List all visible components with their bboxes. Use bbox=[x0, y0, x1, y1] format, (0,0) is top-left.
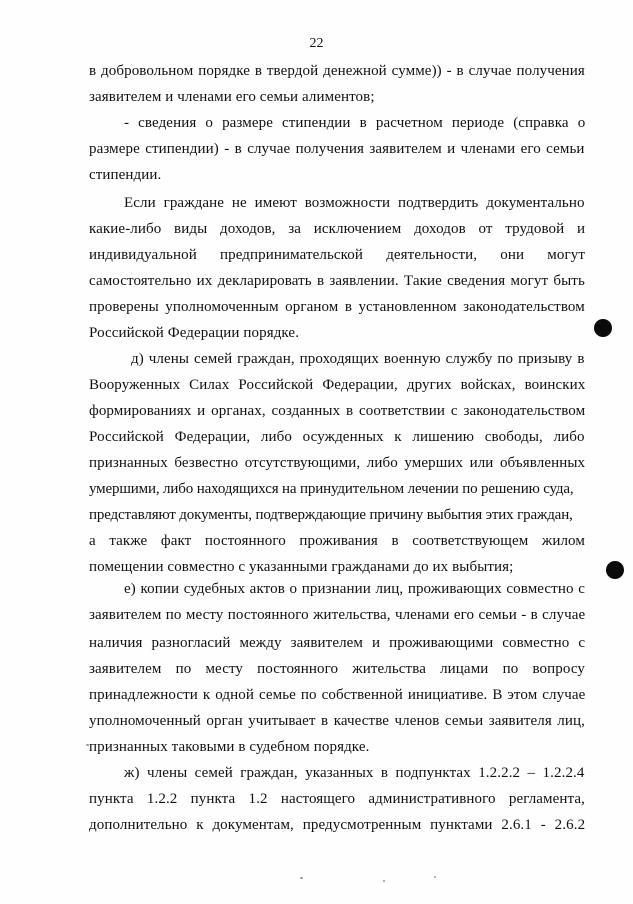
word: они bbox=[500, 247, 525, 263]
word: настоящего bbox=[280, 791, 356, 807]
punch-hole-lower bbox=[606, 561, 624, 579]
text-line: какие-либо виды доходов, за исключением доходов от трудовой и bbox=[89, 222, 585, 237]
word: деятельности, bbox=[386, 247, 478, 263]
text-line: Российской Федерации порядке. bbox=[89, 325, 300, 341]
word: постоянного bbox=[257, 661, 339, 677]
word: пункта bbox=[89, 791, 134, 807]
text-line: Российской Федерации, либо осужденных к лишению свободы, либо bbox=[89, 430, 585, 445]
word: в bbox=[391, 533, 399, 549]
word: жилом bbox=[541, 533, 585, 549]
scan-speck bbox=[86, 744, 89, 746]
word: по bbox=[502, 661, 519, 677]
word: лицами bbox=[440, 661, 489, 677]
text-line: принадлежности к одной семье по собственной инициативе. В этом случае bbox=[89, 688, 585, 703]
page-number: 22 bbox=[309, 36, 324, 51]
text-line: ж) члены семей граждан, указанных в подпунктах 1.2.2.2 – 1.2.2.4 bbox=[124, 766, 585, 781]
text-line: дополнительно к документам, предусмотренным пунктами 2.6.1 - 2.6.2 bbox=[89, 818, 585, 833]
word: 1.2.2 bbox=[146, 791, 178, 807]
text-line: умершими, либо находящихся на принудительном лечении по решению суда, bbox=[89, 482, 574, 497]
text-line: формированиях и органах, созданных в соответствии с законодательством bbox=[89, 404, 585, 419]
text-line bbox=[89, 662, 585, 677]
text-line: заявителем и членами его семьи алиментов; bbox=[89, 89, 375, 105]
text-line: помещении совместно с указанными гражданами до их выбытия; bbox=[89, 559, 514, 575]
word: также bbox=[109, 533, 148, 549]
text-line: уполномоченный орган учитывает в качестве членов семьи заявителя лиц, bbox=[89, 714, 585, 729]
text-line bbox=[89, 534, 585, 549]
text-line: стипендии. bbox=[89, 167, 162, 183]
text-line: заявителем по месту постоянного жительства, членами его семьи - в случае bbox=[89, 608, 585, 623]
text-line bbox=[89, 248, 585, 263]
word: вопросу bbox=[532, 661, 585, 677]
word: индивидуальной bbox=[89, 247, 197, 263]
text-line: проверены уполномоченным органом в установленном законодательством bbox=[89, 300, 585, 315]
scan-speck bbox=[434, 876, 436, 878]
word: жительства bbox=[352, 661, 426, 677]
text-line: наличия разногласий между заявителем и проживающими совместно с bbox=[89, 636, 585, 651]
word: а bbox=[89, 533, 96, 549]
text-line: представляют документы, подтверждающие причину выбытия этих граждан, bbox=[89, 508, 573, 523]
word: заявителем bbox=[89, 661, 162, 677]
word: пункта bbox=[190, 791, 236, 807]
text-line: признанных таковыми в судебном порядке. bbox=[89, 739, 370, 755]
word: 1.2 bbox=[248, 791, 268, 807]
word: регламента, bbox=[508, 791, 585, 807]
word: проживания bbox=[299, 533, 378, 549]
text-line: признанных безвестно отсутствующими, либо умерших или объявленных bbox=[89, 456, 585, 471]
text-line: - сведения о размере стипендии в расчетном периоде (справка о bbox=[124, 116, 585, 131]
text-line: е) копии судебных актов о признании лиц, проживающих совместно с bbox=[124, 582, 585, 597]
punch-hole-upper bbox=[594, 319, 612, 337]
text-line: Если граждане не имеют возможности подтвердить документально bbox=[124, 196, 585, 211]
text-line: самостоятельно их декларировать в заявлении. Такие сведения могут быть bbox=[89, 274, 585, 289]
text-line: Вооруженных Силах Российской Федерации, других войсках, воинских bbox=[89, 378, 585, 393]
text-line: в добровольном порядке в твердой денежной сумме)) - в случае получения bbox=[89, 64, 585, 79]
word: по bbox=[175, 661, 192, 677]
word: могут bbox=[547, 247, 585, 263]
word: соответствующем bbox=[412, 533, 529, 549]
text-line: д) члены семей граждан, проходящих военную службу по призыву в bbox=[131, 352, 585, 367]
word: факт bbox=[160, 533, 192, 549]
word: административного bbox=[368, 791, 496, 807]
text-line: размере стипендии) - в случае получения заявителем и членами его семьи bbox=[89, 142, 585, 157]
scan-speck bbox=[300, 877, 303, 879]
text-line bbox=[89, 792, 585, 807]
word: постоянного bbox=[204, 533, 286, 549]
word: предпринимательской bbox=[219, 247, 364, 263]
word: месту bbox=[205, 661, 244, 677]
scan-speck bbox=[383, 880, 385, 882]
